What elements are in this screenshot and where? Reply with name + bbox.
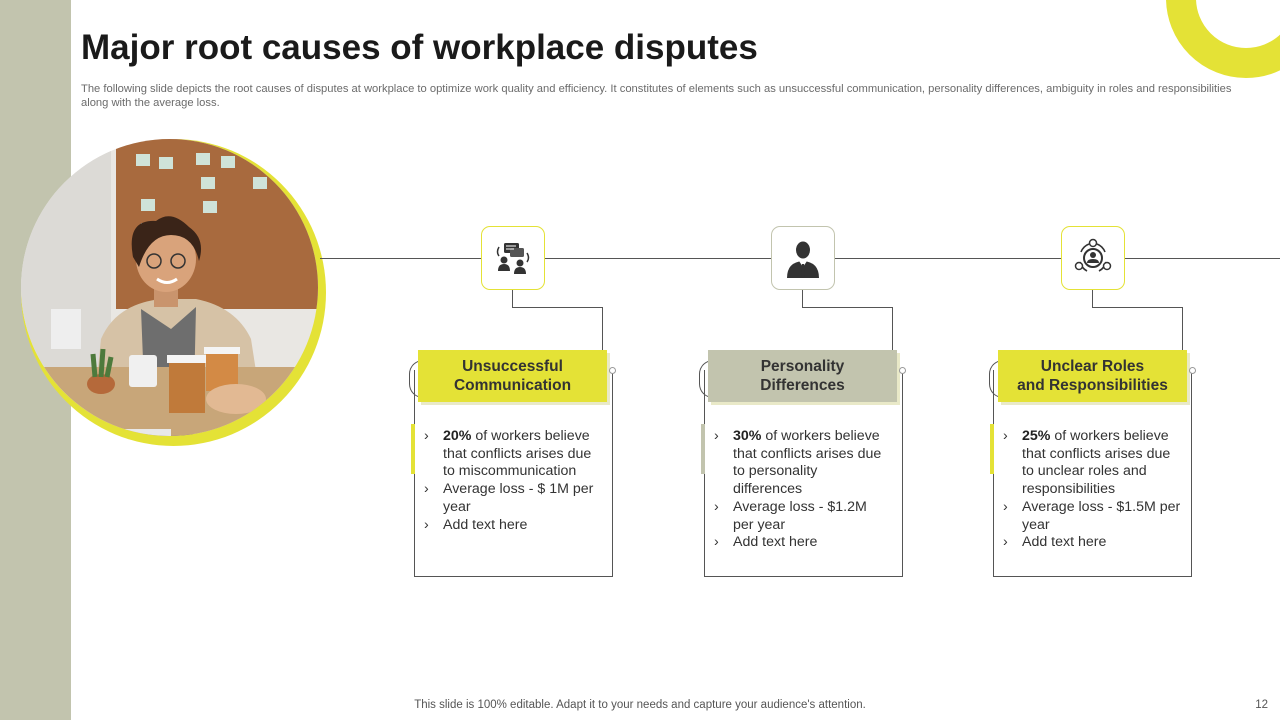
slide-subtitle: The following slide depicts the root causes of disputes at workplace to optimize work quality and efficiency. It constitutes of elements such as unsuccessful communication, personality differences, ambiguity in roles and responsibilities along with the average loss. [81,83,1232,109]
connector-1 [512,290,603,308]
bullet-accent-2 [701,424,705,474]
woman-photo [21,139,318,436]
bullet-placeholder: › Add text here [424,517,594,535]
cause-header-2-line2: Differences [760,377,845,394]
cause-header-3-line1: Unclear Roles [1040,358,1145,375]
bullet-loss: › Average loss - $1.2M per year [714,499,889,534]
bullet-stat: › 20% of workers believe that conflicts arises due to miscommunication [424,428,594,481]
page-number: 12 [1255,699,1268,711]
cause-header-1-line2: Communication [453,377,572,394]
bullet-loss: › Average loss - $1.5M per year [1003,499,1183,534]
header-1-dot [609,367,616,374]
bullet-stat: › 30% of workers believe that conflicts arises due to personality differences [714,428,889,499]
header-3-dot [1189,367,1196,374]
communication-icon [495,241,531,275]
slide-footer: This slide is 100% editable. Adapt it to your needs and capture your audience's attention. [414,699,866,711]
roles-cycle-icon-box [1061,226,1125,290]
connector-1-drop [602,307,603,351]
bullet-placeholder: › Add text here [714,534,889,552]
cause-header-1-line1: Unsuccessful [462,358,563,375]
cause-header-3-line2: and Responsibilities [1017,377,1168,394]
cause-header-2-line1: Personality [760,358,845,375]
cause-bullets-3 [1003,428,1183,552]
businessman-icon [783,238,823,278]
header-2-dot [899,367,906,374]
communication-icon-box [481,226,545,290]
businessman-icon-box [771,226,835,290]
cause-bullets-1 [424,428,594,534]
connector-2 [802,290,893,308]
connector-2-drop [892,307,893,351]
cause-header-1 [418,350,607,402]
connector-3-drop [1182,307,1183,351]
slide-title: Major root causes of workplace disputes [81,28,758,67]
cause-header-3 [998,350,1187,402]
corner-ring-decoration [1166,0,1280,78]
bullet-stat: › 25% of workers believe that conflicts arises due to unclear roles and responsibilities [1003,428,1183,499]
bullet-accent-3 [990,424,994,474]
bullet-accent-1 [411,424,415,474]
cause-header-2 [708,350,897,402]
bullet-loss: › Average loss - $ 1M per year [424,481,594,516]
roles-cycle-icon [1073,238,1113,278]
cause-bullets-2 [714,428,889,552]
connector-3 [1092,290,1183,308]
bullet-placeholder: › Add text here [1003,534,1183,552]
